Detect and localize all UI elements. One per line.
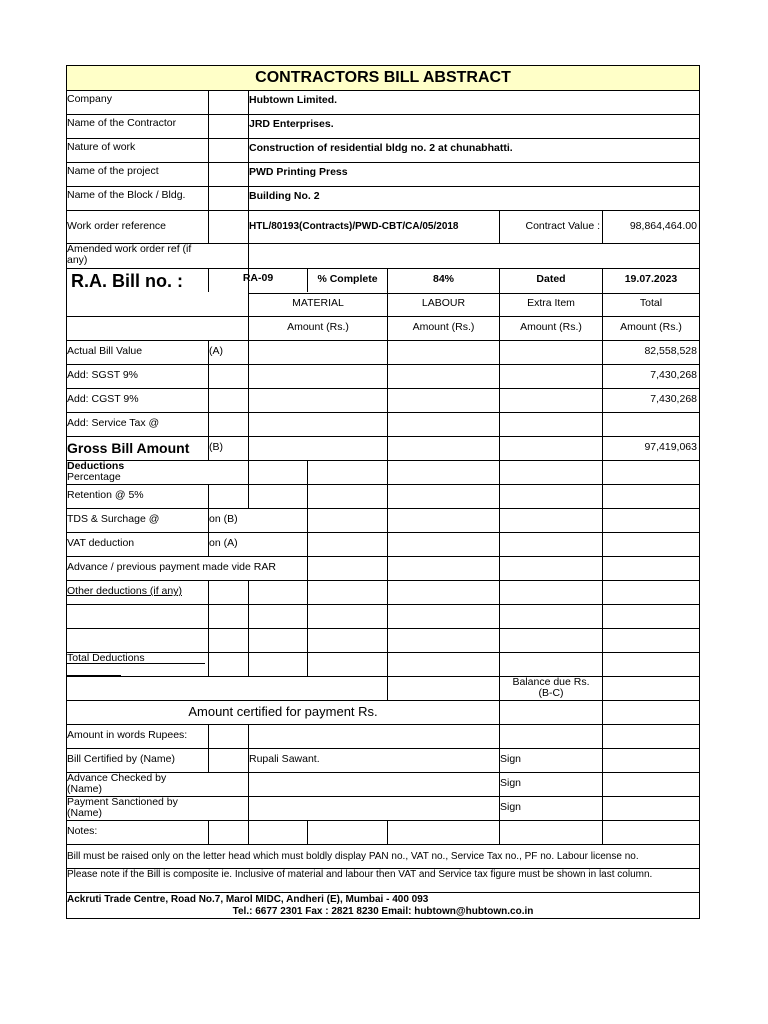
payment-sanctioned-label: Payment Sanctioned by (Name) bbox=[67, 797, 178, 819]
balance-due-formula: (B-C) bbox=[538, 688, 564, 699]
ra-bill-label: R.A. Bill no. : bbox=[71, 271, 183, 291]
nature-value: Construction of residential bldg no. 2 at chunabhatti. bbox=[249, 143, 513, 154]
footer-contact: Tel.: 6677 2301 Fax : 2821 8230 Email: hubtown@hubtown.co.in bbox=[232, 906, 534, 917]
footer-note-letterhead: Bill must be raised only on the letter head which must boldly display PAN no., VAT no., Service Tax no., PF no. Labour license no. bbox=[67, 851, 639, 862]
block-label: Name of the Block / Bldg. bbox=[67, 190, 186, 201]
grid-line bbox=[67, 162, 699, 163]
work-order-label: Work order reference bbox=[67, 221, 167, 232]
certified-by-label: Bill Certified by (Name) bbox=[67, 754, 175, 765]
sheet-title: CONTRACTORS BILL ABSTRACT bbox=[67, 66, 699, 90]
vat-label: VAT deduction bbox=[67, 538, 135, 549]
advance-previous-label: Advance / previous payment made vide RAR bbox=[67, 562, 276, 573]
dated-label: Dated bbox=[536, 274, 566, 285]
grid-line bbox=[67, 484, 699, 485]
tds-label: TDS & Surchage @ bbox=[67, 514, 160, 525]
certified-by-name: Rupali Sawant. bbox=[249, 754, 320, 765]
percent-complete-value: 84% bbox=[432, 274, 454, 285]
total-deductions-underline-short bbox=[67, 675, 121, 676]
tds-on: on (B) bbox=[209, 514, 238, 525]
material-header: MATERIAL bbox=[292, 298, 344, 309]
grid-line bbox=[67, 316, 699, 317]
work-order-value: HTL/80193(Contracts)/PWD-CBT/CA/05/2018 bbox=[249, 221, 459, 232]
grid-line bbox=[387, 820, 388, 844]
grid-line bbox=[67, 508, 699, 509]
labour-header: LABOUR bbox=[421, 298, 466, 309]
grid-line bbox=[67, 364, 699, 365]
bill-abstract-sheet bbox=[66, 65, 700, 919]
grid-line bbox=[248, 293, 699, 294]
grid-line bbox=[499, 820, 500, 844]
grid-line bbox=[248, 724, 249, 844]
vat-on: on (A) bbox=[209, 538, 238, 549]
actual-bill-label: Actual Bill Value bbox=[67, 346, 143, 357]
actual-bill-total: 82,558,528 bbox=[644, 346, 697, 357]
advance-sign-label: Sign bbox=[500, 778, 522, 789]
grid-line bbox=[67, 628, 699, 629]
grid-line bbox=[67, 436, 699, 437]
grid-line bbox=[67, 604, 699, 605]
total-deductions-underline bbox=[67, 663, 205, 664]
deductions-heading: Deductions bbox=[67, 461, 125, 472]
extra-amount-header: Amount (Rs.) bbox=[520, 322, 582, 333]
footer-note-composite: Please note if the Bill is composite ie. Inclusive of material and labour then VAT and Service tax figure must be shown in last column. bbox=[67, 869, 653, 880]
grid-line bbox=[67, 210, 699, 211]
actual-bill-ref: (A) bbox=[209, 346, 223, 357]
ra-bill-number: RA-09 bbox=[242, 273, 274, 284]
grid-line bbox=[67, 724, 699, 725]
cgst-total: 7,430,268 bbox=[650, 394, 697, 405]
grid-line bbox=[67, 820, 699, 821]
grid-line bbox=[67, 388, 699, 389]
grid-line bbox=[67, 700, 699, 701]
sgst-label: Add: SGST 9% bbox=[67, 370, 139, 381]
sgst-total: 7,430,268 bbox=[650, 370, 697, 381]
labour-amount-header: Amount (Rs.) bbox=[412, 322, 475, 333]
total-header: Total bbox=[639, 298, 663, 309]
grid-line bbox=[208, 820, 209, 844]
certified-sign-label: Sign bbox=[500, 754, 522, 765]
service-tax-label: Add: Service Tax @ bbox=[67, 418, 160, 429]
gross-bill-total: 97,419,063 bbox=[644, 442, 697, 453]
company-value: Hubtown Limited. bbox=[249, 95, 338, 106]
advance-checked-label: Advance Checked by (Name) bbox=[67, 773, 167, 795]
contract-value: 98,864,464.00 bbox=[629, 221, 697, 232]
dated-value: 19.07.2023 bbox=[624, 274, 678, 285]
grid-line bbox=[67, 340, 699, 341]
grid-line bbox=[67, 114, 699, 115]
contractor-value: JRD Enterprises. bbox=[249, 119, 334, 130]
grid-line bbox=[67, 892, 699, 893]
contract-value-label: Contract Value : bbox=[525, 221, 600, 232]
grid-line bbox=[387, 676, 388, 700]
retention-label: Retention @ 5% bbox=[67, 490, 144, 501]
contractor-label: Name of the Contractor bbox=[67, 118, 177, 129]
balance-due-label: Balance due Rs. bbox=[512, 677, 590, 688]
cgst-label: Add: CGST 9% bbox=[67, 394, 139, 405]
grid-line bbox=[307, 460, 308, 676]
notes-label: Notes: bbox=[67, 826, 98, 837]
gross-bill-label: Gross Bill Amount bbox=[67, 440, 190, 456]
grid-line bbox=[67, 748, 699, 749]
payment-sign-label: Sign bbox=[500, 802, 522, 813]
gross-bill-ref: (B) bbox=[209, 442, 223, 453]
grid-line bbox=[67, 532, 699, 533]
grid-line bbox=[208, 90, 209, 243]
grid-line bbox=[67, 844, 699, 845]
material-amount-header: Amount (Rs.) bbox=[287, 322, 349, 333]
amended-label: Amended work order ref (if any) bbox=[67, 244, 192, 266]
other-deductions-label: Other deductions (if any) bbox=[67, 586, 182, 597]
project-label: Name of the project bbox=[67, 166, 159, 177]
grid-line bbox=[248, 580, 249, 676]
grid-line bbox=[67, 580, 699, 581]
grid-line bbox=[67, 676, 699, 677]
percent-complete-label: % Complete bbox=[317, 274, 378, 285]
nature-label: Nature of work bbox=[67, 142, 136, 153]
amount-in-words-label: Amount in words Rupees: bbox=[67, 730, 188, 741]
grid-line bbox=[67, 90, 699, 91]
grid-line bbox=[67, 412, 699, 413]
deductions-percentage: Percentage bbox=[67, 472, 121, 483]
project-value: PWD Printing Press bbox=[249, 167, 348, 178]
block-value: Building No. 2 bbox=[249, 191, 320, 202]
grid-line bbox=[67, 186, 699, 187]
total-deductions-label: Total Deductions bbox=[67, 653, 145, 664]
grid-line bbox=[67, 556, 699, 557]
extra-item-header: Extra Item bbox=[527, 298, 575, 309]
footer-address: Ackruti Trade Centre, Road No.7, Marol MIDC, Andheri (E), Mumbai - 400 093 bbox=[67, 894, 429, 905]
grid-line bbox=[67, 138, 699, 139]
company-label: Company bbox=[67, 94, 112, 105]
amount-certified-label: Amount certified for payment Rs. bbox=[188, 704, 378, 719]
total-amount-header: Amount (Rs.) bbox=[620, 322, 682, 333]
grid-line bbox=[307, 820, 308, 844]
